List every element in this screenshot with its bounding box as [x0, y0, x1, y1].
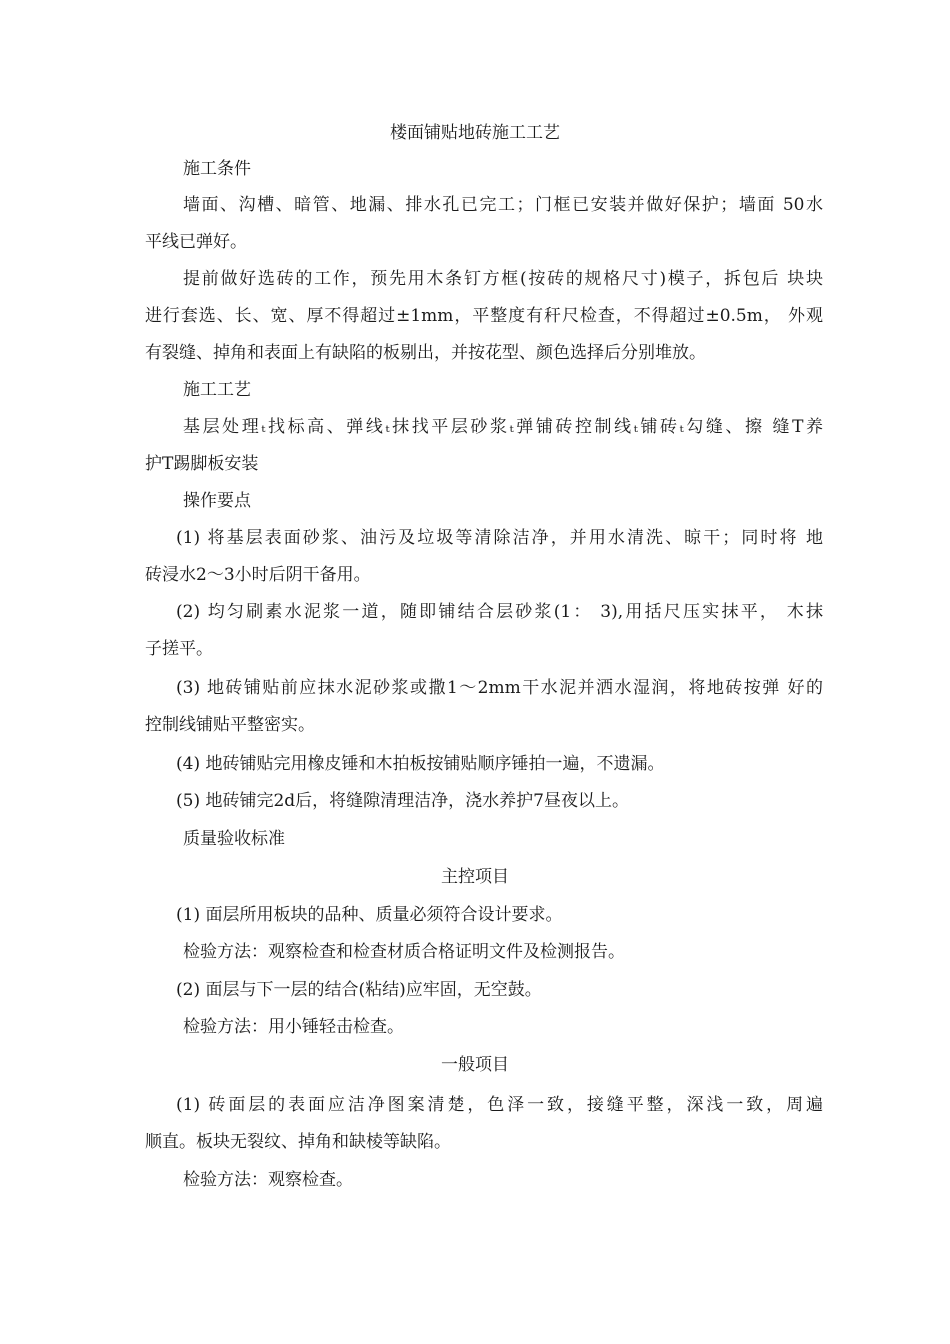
- section-heading-conditions: 施工条件: [183, 159, 251, 179]
- list-item-line: 子搓平。: [145, 639, 213, 659]
- paragraph-line: 基层处理ₜ找标高、弹线ₜ抹找平层砂浆ₜ弹铺砖控制线ₜ铺砖ₜ勾缝、擦 缝T养: [183, 417, 823, 437]
- section-heading-key-points: 操作要点: [183, 491, 251, 511]
- list-item-line: (1) 面层所用板块的品种、质量必须符合设计要求。: [176, 905, 563, 925]
- list-item-line: (2) 均匀刷素水泥浆一道，随即铺结合层砂浆(1： 3),用括尺压实抹平， 木抹: [176, 602, 823, 622]
- list-item-line: (1) 将基层表面砂浆、油污及垃圾等清除洁净，并用水清洗、晾干；同时将 地: [176, 528, 823, 548]
- section-heading-quality: 质量验收标准: [183, 829, 285, 849]
- list-item-line: (4) 地砖铺贴完用橡皮锤和木拍板按铺贴顺序锤拍一遍，不遗漏。: [176, 754, 665, 774]
- list-item-line: (1) 砖面层的表面应洁净图案清楚，色泽一致，接缝平整，深浅一致，周遍: [176, 1095, 823, 1115]
- list-item-line: 控制线铺贴平整密实。: [145, 715, 315, 735]
- subheading-general-items: 一般项目: [441, 1055, 509, 1075]
- list-item-line: (2) 面层与下一层的结合(粘结)应牢固，无空鼓。: [176, 980, 542, 1000]
- list-item-line: (3) 地砖铺贴前应抹水泥砂浆或撒1〜2mm干水泥并洒水湿润，将地砖按弹 好的: [176, 678, 823, 698]
- paragraph-line: 墙面、沟槽、暗管、地漏、排水孔已完工；门框已安装并做好保护；墙面 50水: [183, 195, 823, 215]
- document-title: 楼面铺贴地砖施工工艺: [390, 123, 560, 143]
- list-item-line: 砖浸水2〜3小时后阴干备用。: [145, 565, 371, 585]
- inspection-method: 检验方法：用小锤轻击检查。: [183, 1017, 404, 1037]
- section-heading-process: 施工工艺: [183, 380, 251, 400]
- paragraph-line: 进行套选、长、宽、厚不得超过±1mm，平整度有秆尺检查，不得超过±0.5m， 外观: [145, 306, 823, 326]
- paragraph-line: 提前做好选砖的工作，预先用木条钉方框(按砖的规格尺寸)模子，拆包后 块块: [183, 269, 823, 289]
- list-item-line: 顺直。板块无裂纹、掉角和缺棱等缺陷。: [145, 1132, 451, 1152]
- paragraph-line: 护T踢脚板安装: [145, 454, 259, 474]
- paragraph-line: 有裂缝、掉角和表面上有缺陷的板剔出，并按花型、颜色选择后分别堆放。: [145, 343, 706, 363]
- paragraph-line: 平线已弹好。: [145, 232, 247, 252]
- inspection-method: 检验方法：观察检查和检查材质合格证明文件及检测报告。: [183, 942, 625, 962]
- subheading-main-items: 主控项目: [441, 867, 509, 887]
- inspection-method: 检验方法：观察检查。: [183, 1170, 353, 1190]
- list-item-line: (5) 地砖铺完2d后，将缝隙清理洁净，浇水养护7昼夜以上。: [176, 791, 629, 811]
